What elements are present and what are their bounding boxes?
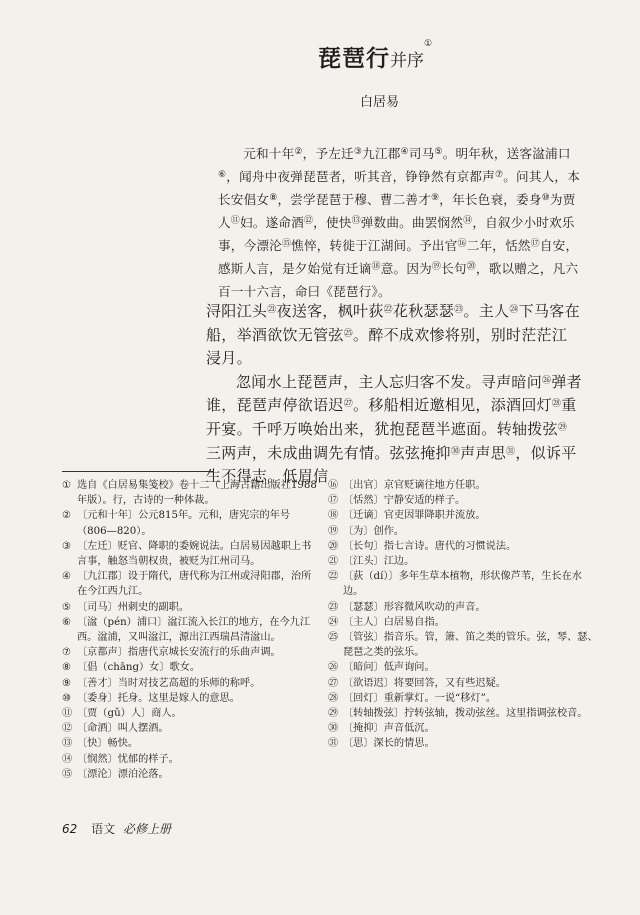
footnote-text: 〔左迁〕贬官、降职的委婉说法。白居易因越职上书言事，触怒当朝权贵，被贬为江州司马。 <box>77 540 312 568</box>
footnote-text: 〔命酒〕叫人摆酒。 <box>77 723 169 735</box>
title-footnote-marker: ① <box>424 39 433 49</box>
poem-paragraph <box>206 371 582 489</box>
footnote-item <box>62 691 318 706</box>
footnote-text: 〔湓（pén）浦口〕湓江流入长江的地方，在今九江西。湓浦，又叫湓江，源出江西瑞昌清湓山。 <box>77 616 311 644</box>
footnote-number: ㉚ <box>328 723 339 735</box>
footnote-number: ⑯ <box>328 480 339 491</box>
author: 白居易 <box>360 95 400 110</box>
text-run: 弹数曲。曲罢悯然 <box>360 215 464 230</box>
text-run: 下马客在船，举酒欲饮无管弦 <box>206 302 580 344</box>
footnotes-left-column <box>62 478 318 782</box>
footnote-item <box>328 569 598 599</box>
footnote-number: ② <box>62 510 72 522</box>
footnote-marker: ㉘ <box>551 399 562 410</box>
footnote-text: 〔暗问〕低声询问。 <box>343 662 435 674</box>
footnote-item <box>62 767 318 782</box>
footnote-marker: ⑤ <box>434 147 443 157</box>
footnote-marker: ⑰ <box>530 239 540 249</box>
text-run: 。明年秋，送客湓浦口 <box>442 146 571 161</box>
footnote-marker: ㉒ <box>383 305 393 315</box>
footnote-text: 〔贾（gǔ）人〕商人。 <box>77 708 182 720</box>
text-run: 忽闻水上琵琶声，主人忘归客不发。寻声暗问 <box>236 372 543 391</box>
footnote-item <box>328 493 598 508</box>
footnote-text: 〔快〕畅快。 <box>77 738 139 750</box>
footnote-item <box>328 706 598 721</box>
footnote-text: 〔转轴拨弦〕拧转弦轴，拨动弦丝。这里指调弦校音。 <box>343 708 588 720</box>
preface-paragraph <box>218 142 580 303</box>
footnote-number: ㉒ <box>328 571 339 583</box>
footnote-item <box>328 660 598 675</box>
footnote-item <box>62 721 318 736</box>
footnote-number: ⑩ <box>62 692 72 704</box>
footnote-number: ⑬ <box>62 738 73 750</box>
footnote-number: ㉗ <box>328 677 339 689</box>
text-run: 夜送客，枫叶荻 <box>276 302 384 320</box>
footnote-marker: ② <box>294 147 303 157</box>
footnote-item <box>62 660 318 675</box>
footnote-text: 〔九江郡〕设于隋代，唐代称为江州或浔阳郡，治所在今江西九江。 <box>77 571 312 598</box>
text-run: ，使快 <box>313 215 352 230</box>
footnote-item <box>328 676 598 691</box>
footnote-item <box>62 736 318 751</box>
footnote-marker: ⑬ <box>351 216 361 226</box>
footnote-number: ⑪ <box>62 708 73 720</box>
footnote-marker: ㉗ <box>343 399 354 410</box>
poem-paragraph <box>206 300 582 371</box>
footnote-number: ④ <box>62 571 72 583</box>
footnote-item <box>62 676 318 691</box>
footnote-marker: ㉛ <box>506 446 516 457</box>
footnote-number: ⑭ <box>62 753 73 765</box>
footnote-text: 〔善才〕当时对技艺高超的乐师的称呼。 <box>77 677 261 689</box>
footnote-number: ㉙ <box>328 708 339 720</box>
footnote-number: ⑤ <box>62 601 72 613</box>
footnote-item <box>62 478 318 508</box>
footnote-number: ⑨ <box>62 677 72 689</box>
footnote-marker: ㉓ <box>454 305 464 315</box>
footnote-marker: ㉑ <box>267 305 277 315</box>
title-main: 琵琶行 <box>318 45 390 72</box>
footnote-item <box>328 554 598 569</box>
footnote-marker: ㉖ <box>542 375 552 386</box>
footnote-text: 〔委身〕托身。这里是嫁人的意思。 <box>77 692 240 704</box>
footnote-item <box>328 478 598 493</box>
footnote-item <box>62 569 318 599</box>
footnote-item <box>328 630 598 660</box>
text-run: 意。因为 <box>380 261 432 276</box>
text-run: 为贾人 <box>218 192 576 230</box>
footnote-marker: ㉙ <box>557 422 568 433</box>
footnote-item <box>62 645 318 660</box>
footnote-text: 〔元和十年〕公元815年。元和，唐宪宗的年号（806—820）。 <box>77 510 291 537</box>
footnote-text: 〔倡（chāng）女〕歌女。 <box>77 662 201 674</box>
footnote-marker: ⑫ <box>303 216 314 226</box>
footnote-marker: ⑧ <box>269 193 278 203</box>
footnote-number: ⑧ <box>62 662 72 674</box>
text-run: 。移船相近邀相见，添酒回灯 <box>353 396 552 415</box>
footnote-item <box>328 721 598 736</box>
footnote-number: ⑲ <box>328 525 339 537</box>
footnote-text: 选自《白居易集笺校》卷十二（上海古籍出版社1988年版）。行，古诗的一种体裁。 <box>77 480 317 507</box>
footnote-number: ㉛ <box>328 738 339 750</box>
footnote-marker: ⑯ <box>457 239 467 249</box>
text-run: 二年，恬然 <box>466 238 531 253</box>
footnote-text: 〔管弦〕指音乐。管，箫、笛之类的管乐。弦，琴、瑟、琵琶之类的弦乐。 <box>343 632 598 659</box>
footnote-number: ① <box>62 480 72 491</box>
footnote-number: ⑳ <box>328 540 339 552</box>
page-number: 62 <box>62 822 78 836</box>
footnote-number: ㉔ <box>328 616 339 628</box>
footnote-number: ㉘ <box>328 692 339 704</box>
footnote-number: ③ <box>62 540 72 552</box>
title-subtitle: 并序 <box>390 51 424 71</box>
text-run: 重开宴。千呼万唤始出来，犹抱琵琶半遮面。转轴拨弦 <box>206 396 577 438</box>
footnote-text: 〔思〕深长的情思。 <box>343 738 435 750</box>
footnote-text: 〔漂沦〕漂泊沦落。 <box>77 768 169 780</box>
footnote-item <box>62 615 318 645</box>
footnote-text: 〔恬然〕宁静安适的样子。 <box>343 495 466 507</box>
footnote-text: 〔长句〕指七言诗。唐代的习惯说法。 <box>343 540 517 552</box>
text-run: ，歌以赠之，凡六百一十六言，命曰《琵琶行》。 <box>218 261 579 299</box>
footnote-text: 〔荻（dí）〕多年生草本植物，形状像芦苇，生长在水边。 <box>343 571 582 598</box>
text-run: ，似诉平生不得志。低眉信 <box>206 443 577 486</box>
footnote-number: ⑱ <box>328 510 339 522</box>
footnote-item <box>328 600 598 615</box>
footnote-number: ㉓ <box>328 601 339 613</box>
footnote-marker: ㉔ <box>509 305 519 315</box>
text-run: 。醉不成欢惨将别，别时茫茫江浸月。 <box>206 325 568 368</box>
text-run: ，年长色衰，委身 <box>439 192 542 207</box>
volume-label: 必修上册 <box>122 822 171 836</box>
text-run: 声声思 <box>460 443 507 462</box>
footnote-marker: ⑲ <box>431 262 442 272</box>
page-title <box>318 40 432 73</box>
page-footer <box>62 820 171 837</box>
poem-body <box>206 300 582 489</box>
footnote-marker: ⑮ <box>281 239 292 249</box>
text-run: 九江郡 <box>362 146 401 161</box>
text-run: 浔阳江头 <box>206 302 268 320</box>
text-run: ，尝学琵琶于穆、曹二善才 <box>277 192 431 207</box>
footnote-item <box>62 752 318 767</box>
footnote-text: 〔司马〕州刺史的副职。 <box>77 601 190 613</box>
footnote-marker: ⑪ <box>230 216 240 226</box>
footnote-marker: ㉕ <box>343 328 354 339</box>
footnote-text: 〔主人〕白居易自指。 <box>343 616 445 628</box>
text-run: 花秋瑟瑟 <box>392 302 455 320</box>
text-run: 憔悴，转徙于江湖间。予出官 <box>291 238 458 253</box>
footnote-marker: ⑥ <box>218 170 227 180</box>
footnote-divider <box>62 471 214 472</box>
footnote-item <box>328 615 598 630</box>
footnote-marker: ④ <box>400 147 409 157</box>
footnote-number: ㉑ <box>328 556 339 568</box>
text-run: 三两声，未成曲调先有情。弦弦掩抑 <box>206 443 451 462</box>
text-run: ，自叙少小时欢乐事，今漂沦 <box>218 215 575 253</box>
footnote-text: 〔出官〕京官贬谪往地方任职。 <box>343 480 486 491</box>
footnote-item <box>328 736 598 751</box>
text-run: 元和十年 <box>243 146 295 161</box>
footnote-number: ㉕ <box>328 632 339 644</box>
footnote-number: ⑰ <box>328 495 339 507</box>
text-run: 自安，感斯人言，是夕始觉有迁谪 <box>218 238 579 276</box>
text-run: 妇。遂命酒 <box>240 215 304 230</box>
footnote-text: 〔掩抑〕声音低沉。 <box>343 723 435 735</box>
text-run: 弹者谁，琵琶声停欲语迟 <box>206 372 582 415</box>
footnote-marker: ⑩ <box>541 193 550 203</box>
footnote-item <box>328 539 598 554</box>
text-run: 司马 <box>408 146 435 161</box>
footnotes-right-column <box>328 478 598 752</box>
footnote-number: ⑫ <box>62 723 73 735</box>
footnote-marker: ⑨ <box>431 193 440 203</box>
footnote-item <box>328 691 598 706</box>
footnote-marker: ⑦ <box>494 170 504 180</box>
footnote-marker: ⑱ <box>371 262 381 272</box>
footnote-text: 〔回灯〕重新掌灯。一说“移灯”。 <box>343 692 497 704</box>
footnote-text: 〔欲语迟〕将要回答，又有些迟疑。 <box>343 677 506 689</box>
text-run: ，予左迁 <box>302 146 354 161</box>
footnote-marker: ⑭ <box>463 216 473 226</box>
footnote-item <box>62 600 318 615</box>
footnote-item <box>328 524 598 539</box>
footnote-text: 〔为〕创作。 <box>343 525 405 537</box>
text-run: 。主人 <box>463 302 510 320</box>
footnote-number: ⑮ <box>62 768 73 780</box>
footnote-text: 〔迁谪〕官吏因罪降职并流放。 <box>343 510 486 522</box>
footnote-number: ⑥ <box>62 616 72 628</box>
text-run: 长句 <box>441 261 467 276</box>
footnote-number: ⑦ <box>62 647 72 659</box>
subject-label: 语文 <box>91 822 116 836</box>
text-run: 。问其人，本长安倡女 <box>218 169 580 207</box>
footnote-marker: ③ <box>353 147 363 157</box>
footnote-number: ㉖ <box>328 662 339 674</box>
text-run: ，闻舟中夜弹琵琶者，听其音，铮铮然有京都声 <box>226 169 495 184</box>
footnote-marker: ⑳ <box>466 262 476 272</box>
footnote-item <box>328 508 598 523</box>
footnote-marker: ㉚ <box>450 446 461 457</box>
footnote-item <box>62 508 318 538</box>
footnote-text: 〔江头〕江边。 <box>343 556 415 568</box>
footnote-item <box>62 706 318 721</box>
footnote-text: 〔瑟瑟〕形容微风吹动的声音。 <box>343 601 486 613</box>
footnote-item <box>62 539 318 569</box>
footnote-text: 〔悯然〕忧郁的样子。 <box>77 753 179 765</box>
footnote-text: 〔京都声〕指唐代京城长安流行的乐曲声调。 <box>77 647 281 659</box>
